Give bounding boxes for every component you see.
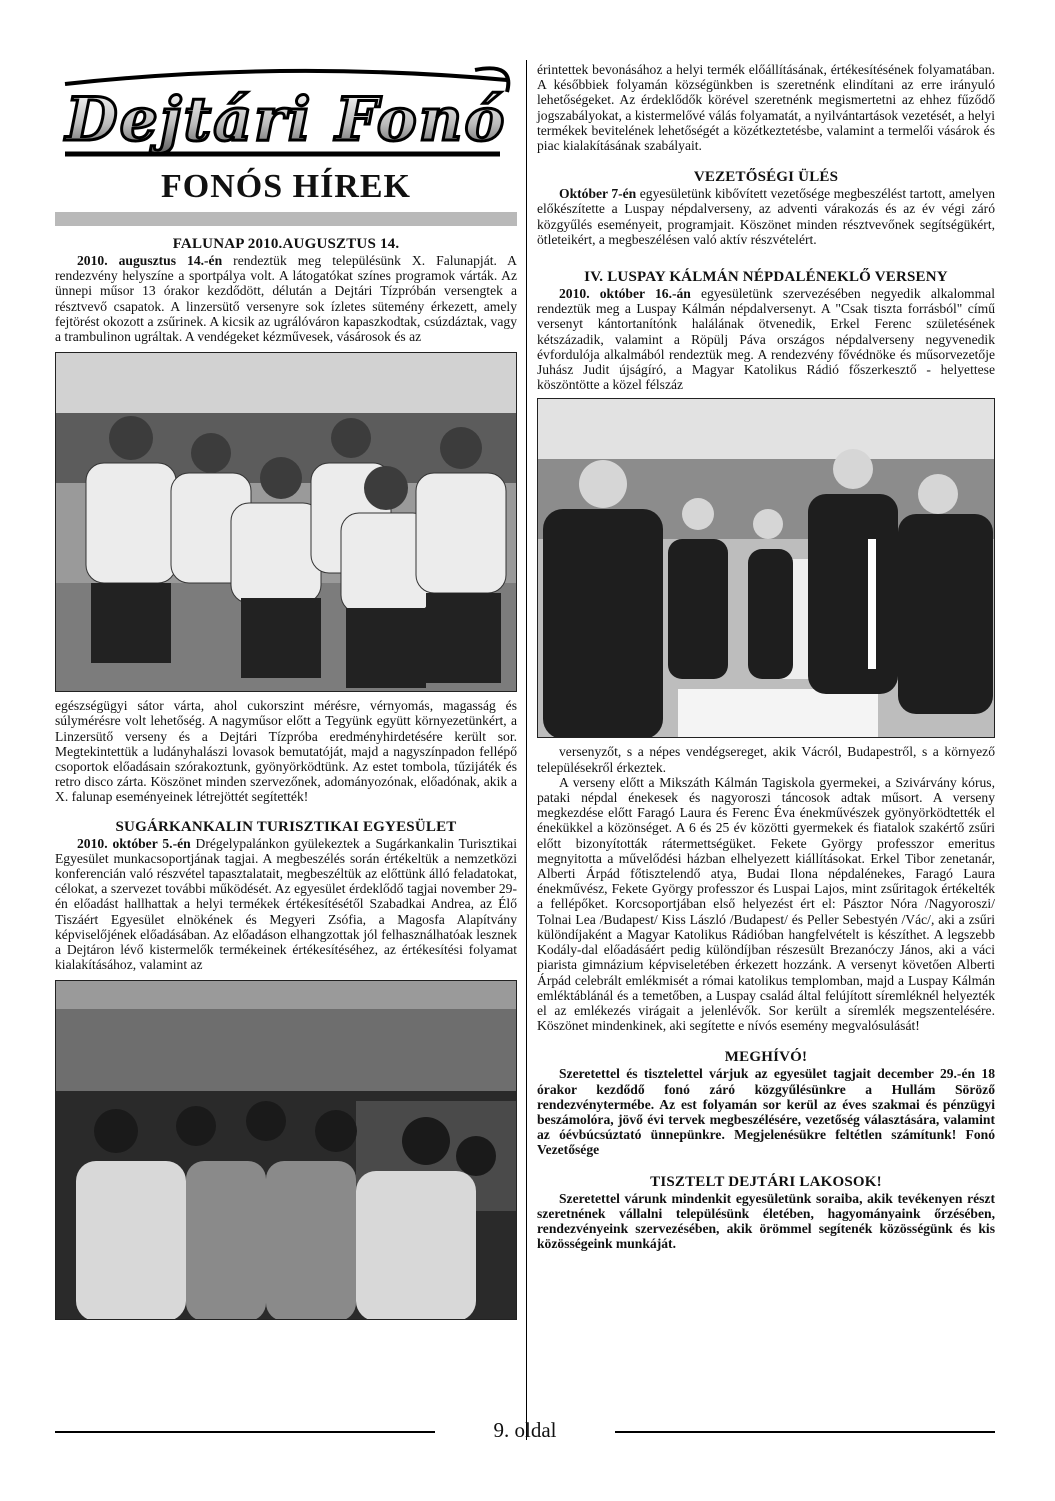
title-underline-bar — [55, 212, 517, 226]
luspay-date: 2010. október 16.-án — [559, 286, 691, 302]
sugarkankalin-continuation: érintettek bevonásához a helyi termék előállításának, értékesítésének folyamatában. A későbbiek folyamán községünkben is szeretnénk elindítani az erre irányuló lehetőségeket. Az érdeklődők körével szeretnénk megismertetni az ehhez fűződő jogszabályokat, a kistermelővé válás folyamatát, a nyilvántartások vezetését, a helyi termékek bevitelének lehetőségét a közétkeztetésbe, valamint a termelői vásárok és piac kialakításának szabályait. — [537, 62, 995, 154]
page-number: 9. oldal — [493, 1418, 557, 1442]
meghivo-paragraph: Szeretettel és tisztelettel várjuk az egyesület tagjait december 29.-én 18 órakor kezdődő fonó záró közgyűlésünkre a Hullám Söröző rendezvénytermébe. Az est folyamán sor kerül az éves szakmai és pénzügyi beszámolóra, jövő évi tervek megbeszélésére, vezetőség választására, valamint az óévbúcsúztató ünnepünkre. Megjelenésükre feltétlen számítunk! Fonó Vezetősége — [537, 1066, 995, 1158]
sugarkankalin-date: 2010. október 5.-én — [77, 835, 191, 851]
meghivo-heading: MEGHÍVÓ! — [724, 1049, 808, 1066]
luspay-continuation-2: A verseny előtt a Mikszáth Kálmán Tagiskola gyermekei, a Szivárvány kórus, pataki népdal énekesek és nagyoroszi táncosok adtak műsort. A verseny megkezdése előtt Faragó Laura és Ferenc Éva énekművészek gyönyörködtették el énekükkel a közönséget. A 6 és 25 év közötti gyermekek és fiatalok szakértő zsűri előtt bizonyították rátermettségüket. Fekete György professzor emeritus megnyitotta a művelődési házban elhelyezett kiállításokat. Erkel Tibor zenetanár, Alberti Árpád főtisztelendő atya, Budai Ilona népdalénekes, Faragó Laura énekművész, Fekete György professzor és Luspai Lajos, mint zsűritagok értékelték a fellépőket. Korcsoportjában első helyezést ért el: Pásztor Nóra /Nagyoroszi/ Tolnai Lea /Budapest/ Kiss László /Budapest/ és Peller Sebestyén /Vác/, aki a zsűri különdíjaként a Magyar Katolikus Rádióban hangfelvételt is készíthet. A legszebb Kodály-dal előadásáért pedig különdíjban részesült Brezanóczy János, aki a váci piarista gimnázium képviseletében érkezett hozzánk. A versenyt követően Alberti Árpád celebrált emlékmisét a római katolikus templomban, majd a Luspay Kálmán emléktáblánál és a temetőben, a Luspay család által felújított síremléknél helyezték el az emlékezés virágait a jelenlévők. Sor került a síremlék megszentelésére. Köszönet mindenkinek, aki segítette e nívós esemény megvalósulását! — [537, 774, 995, 1034]
section-title: FONÓS HÍREK — [161, 168, 411, 205]
logo-text: Dejtári Fonó — [65, 85, 507, 155]
vezetosegi-paragraph — [537, 186, 995, 247]
luspay-heading: IV. LUSPAY KÁLMÁN NÉPDALÉNEKLŐ VERSENY — [584, 269, 948, 286]
falunap-heading: FALUNAP 2010.AUGUSZTUS 14. — [172, 236, 400, 252]
sugarkankalin-paragraph — [55, 836, 517, 973]
column-divider — [526, 60, 527, 1440]
luspay-text: egyesületünk szervezésében negyedik alkalommal rendeztük meg a Luspay Kálmán népdalversenyt. A "Csak tiszta forrásból" című versenyt kántortanítónk halálának ötvenedik, Erkel Ferenc születésének kétszázadik, valamint a Röpülj Páva országos népdalverseny negyvenedik évfordulója alkalmából rendeztük meg. A rendezvény fővédnöke és műsorvezetője Juhász Judit újságíró, a Magyar Katolikus Rádió főszerkesztő - helyettese köszöntötte a közel félszáz — [537, 286, 995, 393]
audience-photo — [55, 980, 517, 1320]
right-column — [537, 62, 995, 1251]
falunap-date: 2010. augusztus 14.-én — [77, 253, 223, 268]
masthead-logo — [55, 62, 517, 162]
falunap-continuation: egészségügyi sátor várta, ahol cukorszint mérésre, vérnyomás, magasság és súlymérésre volt lehetőség. A nagyműsor előtt a Tegyünk együtt környezetünkért, a Linzersütő verseny és a Dejtári Tízpróba eredményhirdetésére került sor. Megtekintettük a ludányhalászi lovasok bemutatóját, majd a nagyszínpadon fellépő csoportok előadásain szórakoztunk, gyönyörködtünk. Az estet tombola, tűzijáték és retro disco zárta. Köszönet minden szervezőnek, adományozónak, előadónak, akik a X. falunap eseményeinek létrejöttét segítették! — [55, 698, 517, 805]
lakosok-paragraph: Szeretettel várunk mindenkit egyesületünk soraiba, akik tevékenyen részt szeretnének vállalni településünk életében, hagyományaink őrzésében, rendezvényeink szervezésében, akik örömmel segítenék közösségünk és kis közösségeink munkáját. — [537, 1190, 995, 1252]
left-column — [55, 62, 517, 1320]
footer-rule-right — [615, 1431, 995, 1433]
sugarkankalin-text: Drégelypalánkon gyülekeztek a Sugárkankalin Turisztikai Egyesület munkacsoportjának tagjai. A megbeszélés során értékeltük a nemzetközi konferencián való részvétel tapasztalatait, megbeszéltük az előttünk álló feladatokat, célokat, a szervezet további működését. Az egyesület érdeklődő tagjai november 29-én előadást hallhattak a helyi termékek értékesítésétől Szabadkai Andrea, az Élő Tiszáért Egyesület elnökének és Megyeri Zsófia, a Magosfa Alapítvány képviselőjének előadásában. Az előadáson elhangzottak jól felhasználhatóak lesznek a Dejtáron lévő kistermelők termékeinek értékesítéséhez, az értékesítési folyamat kialakításához, valamint az — [55, 835, 517, 973]
luspay-continuation-1: versenyzőt, s a népes vendégsereget, akik Vácról, Budapestről, s a környező településekről érkeztek. — [537, 744, 995, 775]
falunap-paragraph — [55, 253, 517, 344]
falunap-group-photo — [55, 352, 517, 692]
falunap-text: rendeztük meg településünk X. Falunapját. A rendezvény helyszíne a sportpálya volt. A látogatókat színes programok várták. Az ünnepi műsor 13 órakor kezdődött, délután a Dejtári Tízpróbán versengtek a résztvevő csapatok. A linzersütő versenyre sok ízletes sütemény érkezett, amely fejtörést okozott a zsűrinek. A kicsik az ugrálóváron kapaszkodtak, csúzdáztak, vagy a trambulinon ugráltak. A vendégeket kézművesek, vásárosok és az — [55, 253, 518, 345]
page-footer — [55, 1414, 995, 1454]
luspay-paragraph — [537, 286, 995, 392]
lakosok-heading: TISZTELT DEJTÁRI LAKOSOK! — [650, 1173, 882, 1190]
ceremony-photo — [537, 398, 995, 738]
vezetosegi-text: egyesületünk kibővített vezetősége megbeszélést tartott, amelyen előkészítette a Luspay népdalverseny, az adventi várakozás és az év végi záró közgyűlés eseményeit, programjait. Köszönet minden résztvevőnek segítségükért, ötleteikért, a megbeszélésen való aktív részvételért. — [537, 186, 995, 247]
vezetosegi-heading: VEZETŐSÉGI ÜLÉS — [693, 169, 839, 186]
sugarkankalin-heading: SUGÁRKANKALIN TURISZTIKAI EGYESÜLET — [115, 818, 457, 835]
vezetosegi-date: Október 7-én — [559, 186, 637, 202]
